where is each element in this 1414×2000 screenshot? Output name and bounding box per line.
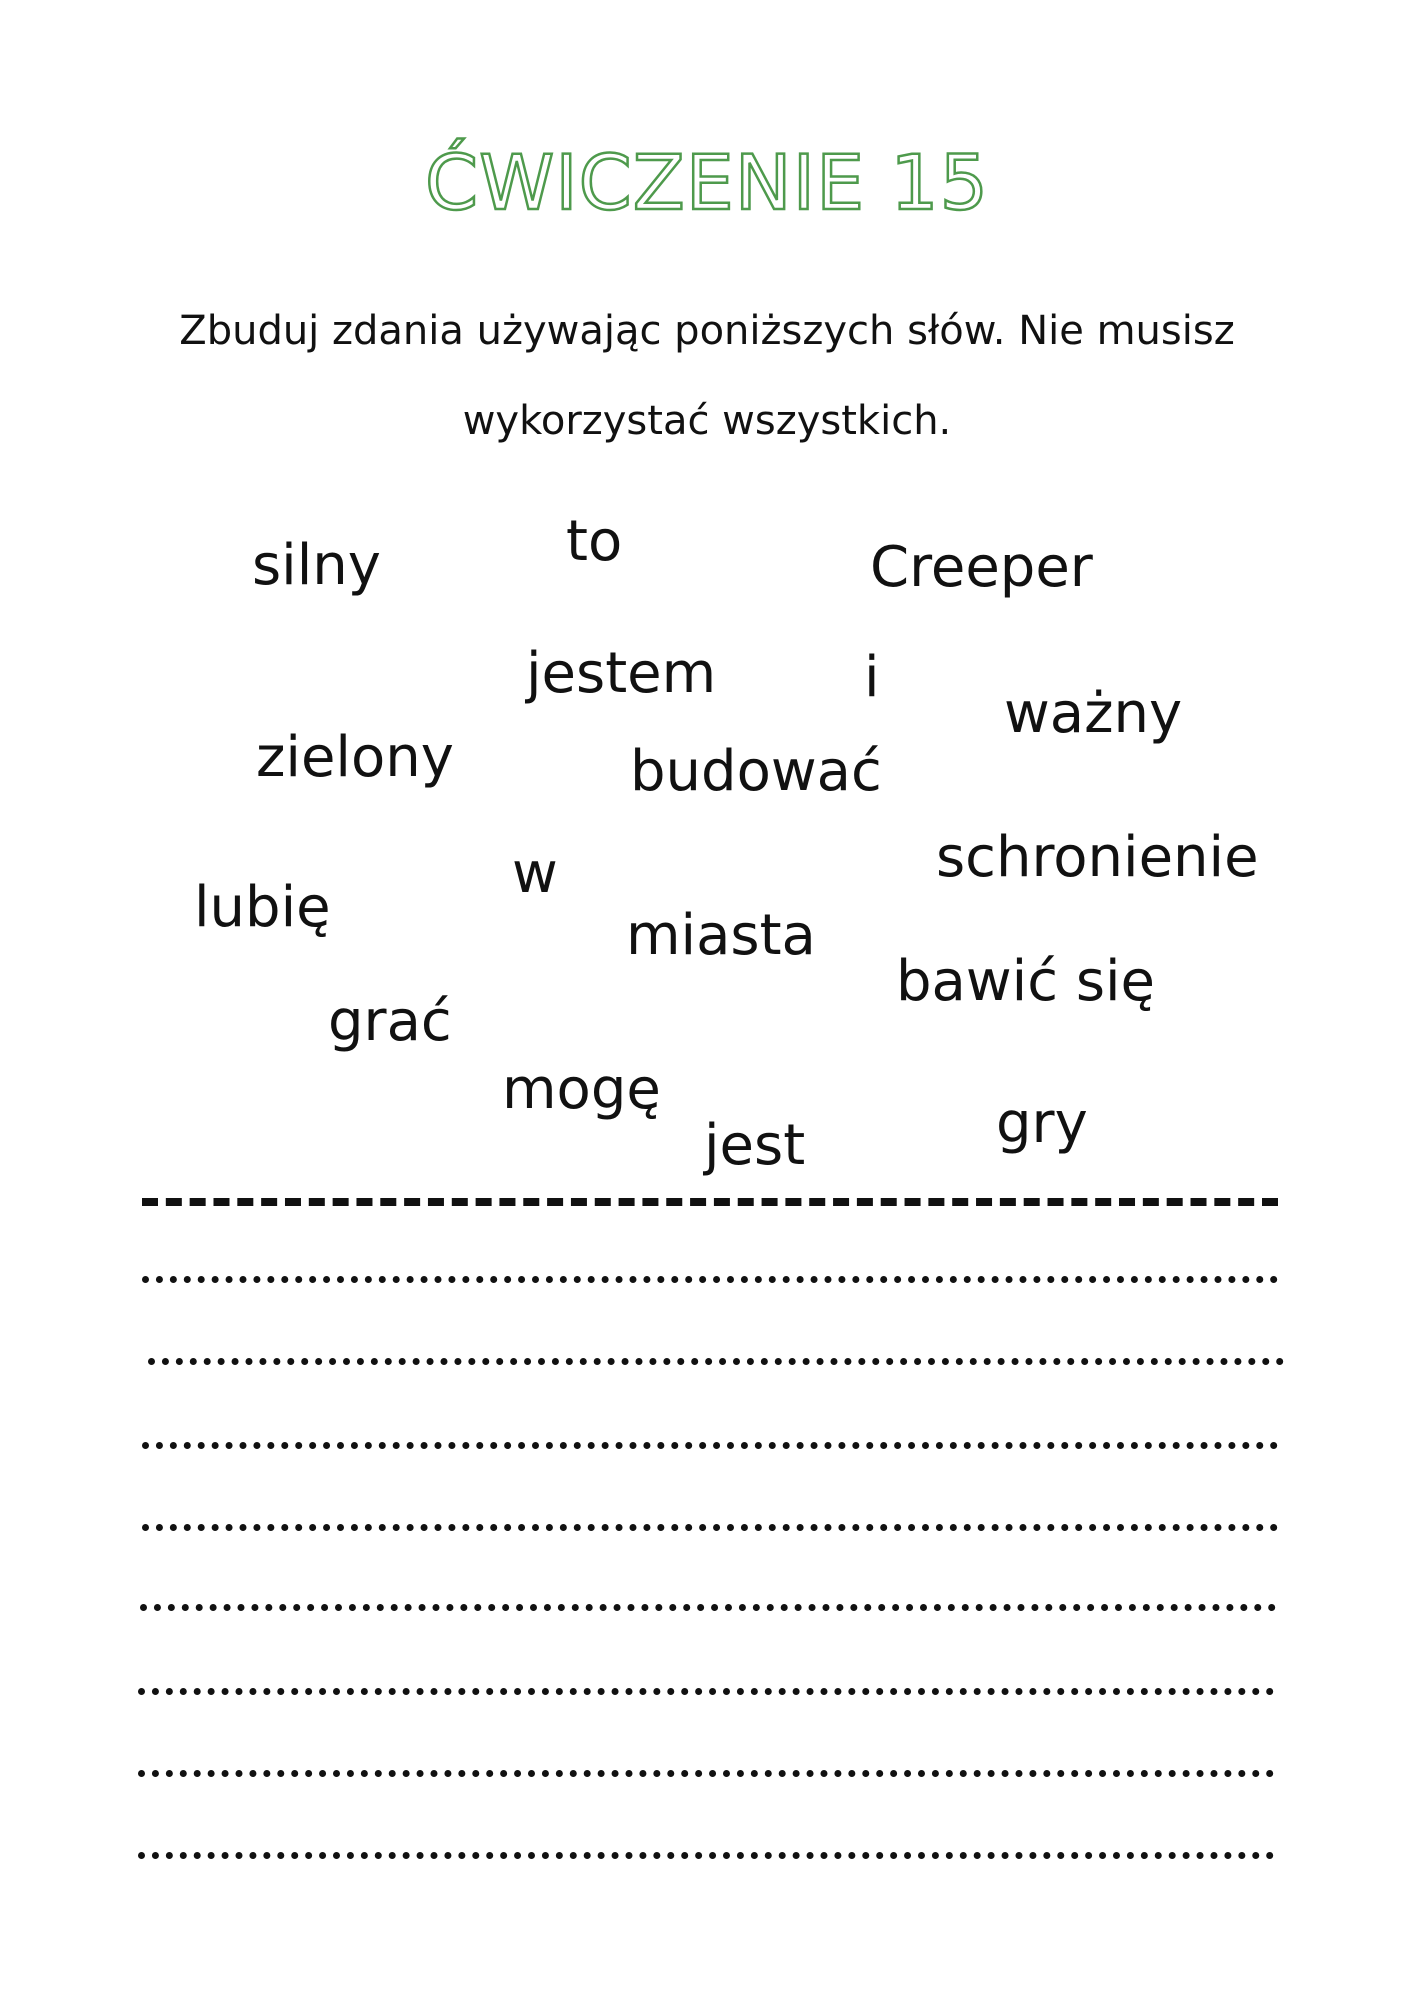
word-w: w (512, 841, 558, 906)
writing-line[interactable] (138, 1852, 1274, 1859)
exercise-title: ĆWICZENIE 15 (425, 138, 989, 227)
word-zielony: zielony (256, 725, 454, 790)
word-gry: gry (996, 1091, 1088, 1156)
word-bawic-sie: bawić się (896, 949, 1155, 1014)
instructions-line-2: wykorzystać wszystkich. (462, 398, 952, 444)
writing-line[interactable] (142, 1276, 1278, 1283)
word-i: i (864, 645, 880, 710)
word-schronienie: schronienie (936, 825, 1259, 890)
word-silny: silny (252, 533, 381, 598)
writing-line[interactable] (148, 1358, 1284, 1365)
word-to: to (566, 509, 623, 574)
writing-line[interactable] (138, 1688, 1274, 1695)
writing-line[interactable] (142, 1198, 1278, 1206)
word-grac: grać (328, 989, 452, 1054)
writing-line[interactable] (142, 1442, 1278, 1449)
word-budowac: budować (630, 739, 882, 804)
writing-line[interactable] (140, 1604, 1276, 1611)
word-creeper: Creeper (870, 535, 1093, 600)
word-miasta: miasta (626, 903, 816, 968)
word-lubie: lubię (194, 875, 331, 940)
word-moge: mogę (502, 1057, 661, 1122)
writing-line[interactable] (138, 1770, 1274, 1777)
writing-line[interactable] (142, 1524, 1278, 1531)
instructions-line-1: Zbuduj zdania używając poniższych słów. Nie musisz (179, 308, 1235, 354)
word-jestem: jestem (526, 641, 717, 706)
word-wazny: ważny (1004, 681, 1183, 746)
word-jest: jest (704, 1113, 806, 1178)
